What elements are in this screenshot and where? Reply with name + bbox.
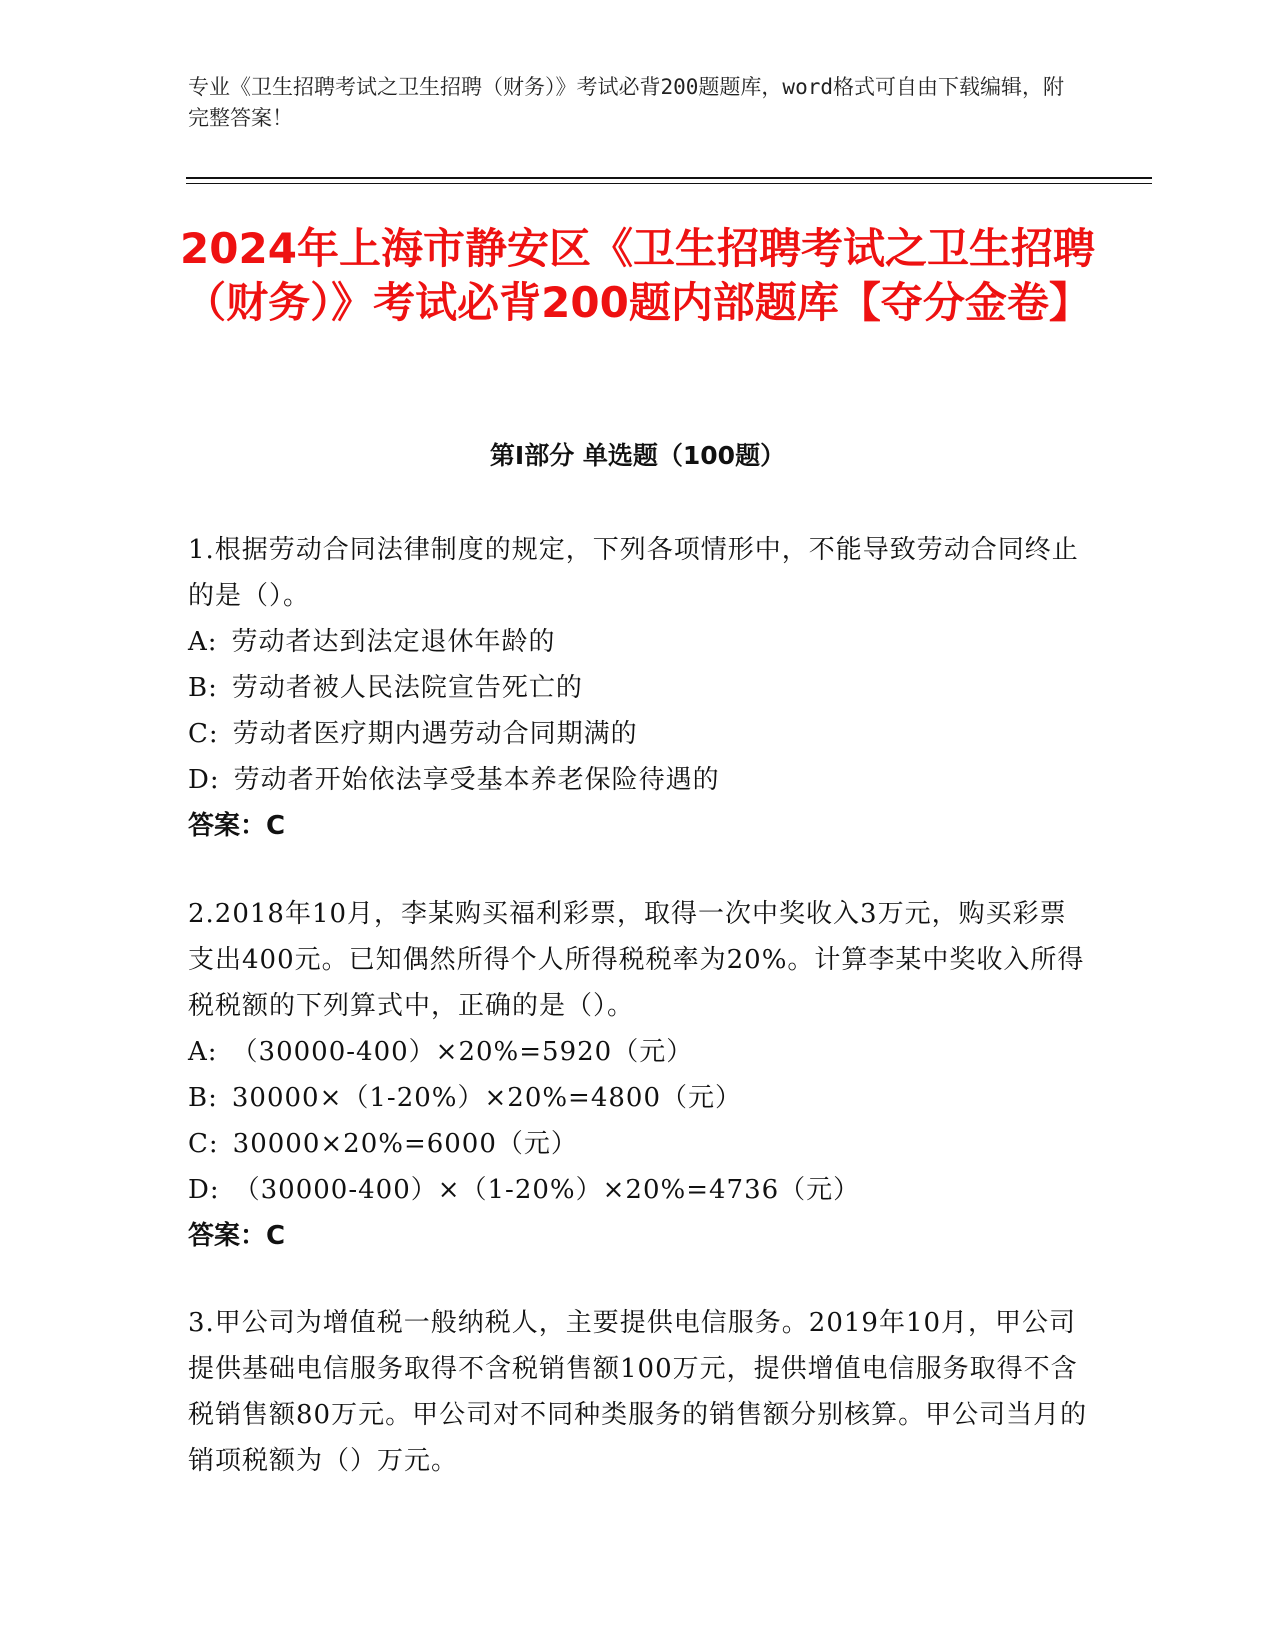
option-letter: B:	[188, 673, 218, 703]
answer-line: 答案：C	[188, 811, 286, 841]
option-d	[188, 1167, 1088, 1213]
option-c	[188, 711, 1088, 757]
option-letter: C:	[188, 1129, 219, 1159]
header-note: 专业《卫生招聘考试之卫生招聘（财务）》考试必背200题题库，word格式可自由下载编辑，附完整答案！	[188, 75, 1064, 130]
option-text: 劳动者被人民法院宣告死亡的	[231, 673, 583, 703]
option-d	[188, 757, 1088, 803]
option-letter: B:	[188, 1083, 218, 1113]
answer-line: 答案：C	[188, 1221, 286, 1251]
option-a	[188, 619, 1088, 665]
option-letter: D:	[188, 1175, 220, 1205]
section-heading: 第I部分 单选题（100题）	[489, 441, 786, 470]
question-2	[188, 891, 1088, 1259]
option-text: 30000×（1-20%）×20%=4800（元）	[231, 1083, 743, 1113]
option-letter: A:	[188, 627, 218, 657]
option-b	[188, 1075, 1088, 1121]
question-stem: 3.甲公司为增值税一般纳税人，主要提供电信服务。2019年10月，甲公司提供基础电信服务取得不含税销售额100万元，提供增值电信服务取得不含税销售额80万元。甲公司对不同种类服务的销售额分别核算。甲公司当月的销项税额为（）万元。	[188, 1308, 1088, 1476]
option-text: 劳动者达到法定退休年龄的	[231, 627, 556, 657]
option-letter: A:	[188, 1037, 218, 1067]
option-letter: D:	[188, 765, 220, 795]
option-c	[188, 1121, 1088, 1167]
option-text: 劳动者开始依法享受基本养老保险待遇的	[233, 765, 720, 795]
option-a	[188, 1029, 1088, 1075]
document-title: 2024年上海市静安区《卫生招聘考试之卫生招聘（财务）》考试必背200题内部题库【夺分金卷】	[180, 224, 1095, 327]
option-letter: C:	[188, 719, 219, 749]
header-rule-thin	[186, 183, 1152, 184]
question-3	[188, 1300, 1088, 1484]
option-text: （30000-400）×20%=5920（元）	[231, 1037, 694, 1067]
question-1	[188, 527, 1088, 849]
question-stem: 1.根据劳动合同法律制度的规定，下列各项情形中，不能导致劳动合同终止的是（）。	[188, 535, 1079, 611]
option-text: 劳动者医疗期内遇劳动合同期满的	[232, 719, 638, 749]
question-stem: 2.2018年10月，李某购买福利彩票，取得一次中奖收入3万元，购买彩票支出400元。已知偶然所得个人所得税税率为20%。计算李某中奖收入所得税税额的下列算式中，正确的是（）。	[188, 899, 1085, 1021]
option-text: （30000-400）×（1-20%）×20%=4736（元）	[233, 1175, 861, 1205]
header-rule-thick	[186, 177, 1152, 179]
option-b	[188, 665, 1088, 711]
option-text: 30000×20%=6000（元）	[232, 1129, 578, 1159]
